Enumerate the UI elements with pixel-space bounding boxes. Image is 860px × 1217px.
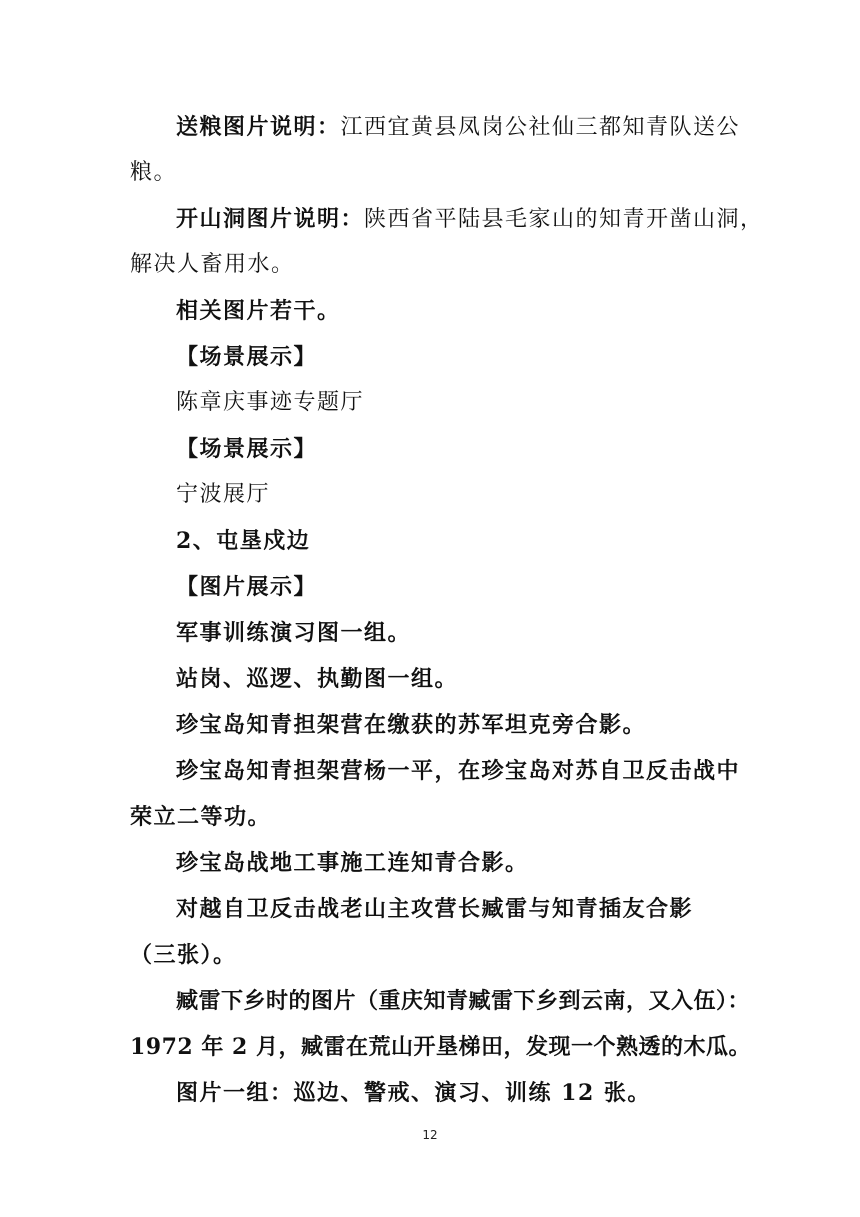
list-item-continuation: 荣立二等功。 — [130, 804, 272, 830]
paragraph-cave-caption-line1 — [176, 204, 796, 235]
scene-name-1: 陈章庆事迹专题厅 — [176, 390, 365, 415]
scene-name-2: 宁波展厅 — [176, 482, 271, 507]
paragraph-cave-caption-line2: 解决人畜用水。 — [130, 252, 295, 277]
grain-caption-label: 送粮图片说明： — [176, 114, 341, 140]
page-number: 12 — [422, 1128, 438, 1142]
list-item-continuation: 1972 年 2 月，臧雷在荒山开垦梯田，发现一个熟透的木瓜。 — [130, 1034, 752, 1060]
paragraph-grain-caption-line2: 粮。 — [130, 160, 178, 185]
related-photos-line: 相关图片若干。 — [176, 298, 341, 324]
list-item: 站岗、巡逻、执勤图一组。 — [176, 666, 459, 692]
section-heading: 2、屯垦戍边 — [176, 528, 311, 554]
list-item: 珍宝岛知青担架营在缴获的苏军坦克旁合影。 — [176, 712, 647, 738]
list-item: 军事训练演习图一组。 — [176, 620, 412, 646]
list-item: 对越自卫反击战老山主攻营长臧雷与知青插友合影 — [176, 896, 694, 922]
list-item-continuation: （三张）。 — [130, 942, 237, 968]
paragraph-grain-caption-line1 — [176, 112, 796, 143]
list-item: 图片一组：巡边、警戒、演习、训练 12 张。 — [176, 1080, 651, 1106]
scene-tag-2: 【场景展示】 — [176, 436, 318, 462]
cave-caption-label: 开山洞图片说明： — [176, 206, 365, 232]
list-item: 珍宝岛战地工事施工连知青合影。 — [176, 850, 529, 876]
scene-tag-1: 【场景展示】 — [176, 344, 318, 370]
list-item: 臧雷下乡时的图片（重庆知青臧雷下乡到云南，又入伍）： — [176, 988, 751, 1014]
grain-caption-text: 江西宜黄县凤岗公社仙三都知青队送公 — [340, 115, 741, 140]
list-item: 珍宝岛知青担架营杨一平，在珍宝岛对苏自卫反击战中 — [176, 758, 741, 784]
cave-caption-text: 陕西省平陆县毛家山的知青开凿山洞， — [364, 207, 764, 232]
photo-tag: 【图片展示】 — [176, 574, 318, 600]
